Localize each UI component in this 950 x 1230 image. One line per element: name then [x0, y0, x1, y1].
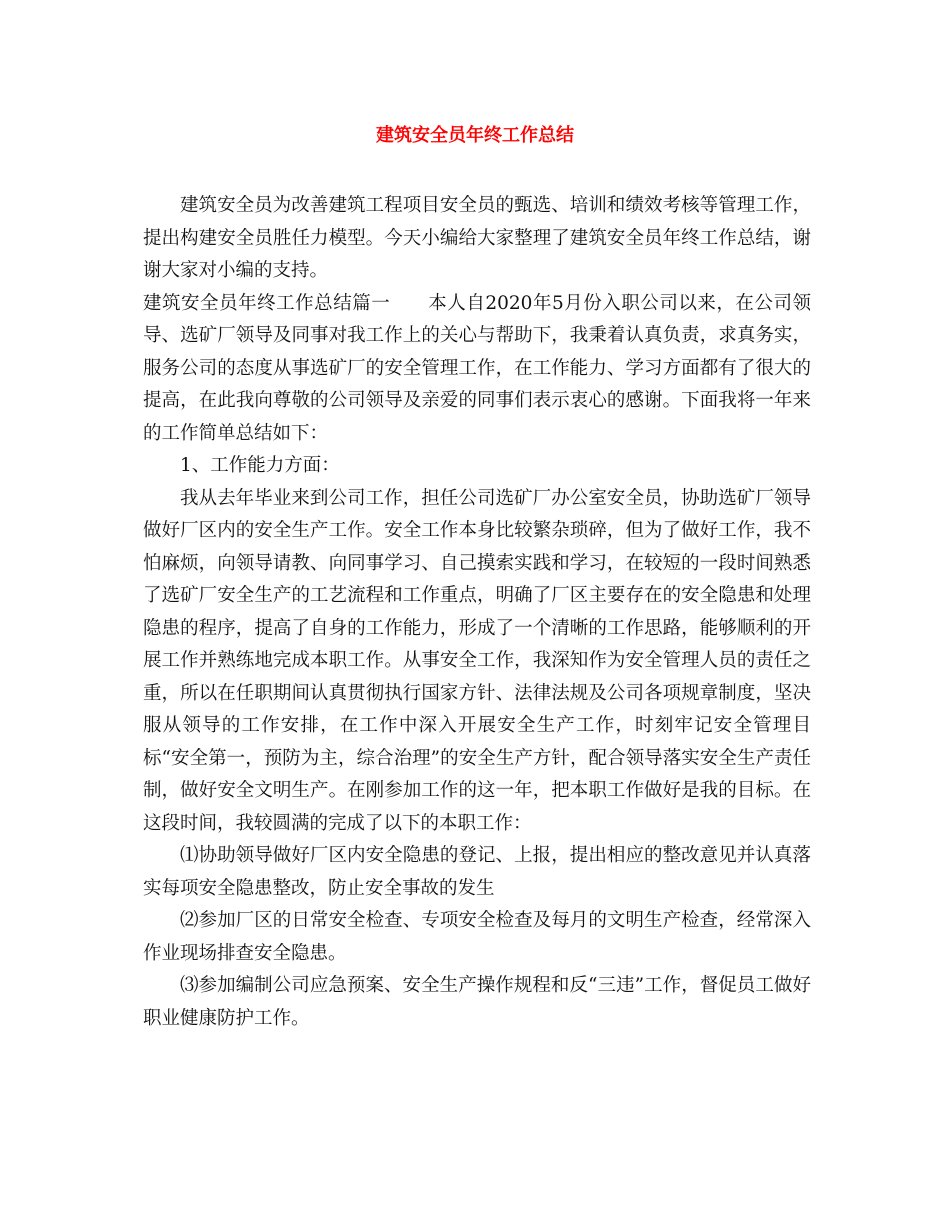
intro-paragraph: 建筑安全员为改善建筑工程项目安全员的甄选、培训和绩效考核等管理工作，提出构建安全员胜任力模型。今天小编给大家整理了建筑安全员年终工作总结，谢谢大家对小编的支持。 — [143, 195, 811, 281]
document-body — [143, 190, 811, 1035]
list-item-3: ⑶参加编制公司应急预案、安全生产操作规程和反“三违”工作，督促员工做好职业健康防护工作。 — [143, 975, 811, 1029]
work-ability-paragraph: 我从去年毕业来到公司工作，担任公司选矿厂办公室安全员，协助选矿厂领导做好厂区内的安全生产工作。安全工作本身比较繁杂琐碎，但为了做好工作，我不怕麻烦，向领导请教、向同事学习、自己摸索实践和学习，在较短的一段时间熟悉了选矿厂安全生产的工艺流程和工作重点，明确了厂区主要存在的安全隐患和处理隐患的程序，提高了自身的工作能力，形成了一个清晰的工作思路，能够顺利的开展工作并熟练地完成本职工作。从事安全工作，我深知作为安全管理人员的责任之重，所以在任职期间认真贯彻执行国家方针、法律法规及公司各项规章制度，坚决服从领导的工作安排，在工作中深入开展安全生产工作，时刻牢记安全管理目标“安全第一，预防为主，综合治理”的安全生产方针，配合领导落实安全生产责任制，做好安全文明生产。在刚参加工作的这一年，把本职工作做好是我的目标。在这段时间，我较圆满的完成了以下的本职工作： — [143, 487, 811, 834]
subheading-work-ability: 1、工作能力方面： — [180, 455, 340, 476]
list-item-2: ⑵参加厂区的日常安全检查、专项安全检查及每月的文明生产检查，经常深入作业现场排查安全隐患。 — [143, 910, 811, 964]
section-one-paragraph: 建筑安全员年终工作总结篇一 本人自2020年5月份入职公司以来，在公司领导、选矿厂领导及同事对我工作上的关心与帮助下，我秉着认真负责，求真务实，服务公司的态度从事选矿厂的安全管理工作，在工作能力、学习方面都有了很大的提高，在此我向尊敬的公司领导及亲爱的同事们表示衷心的感谢。下面我将一年来的工作简单总结如下： — [143, 292, 811, 444]
document-title: 建筑安全员年终工作总结 — [376, 125, 574, 146]
list-item-1: ⑴协助领导做好厂区内安全隐患的登记、上报，提出相应的整改意见并认真落实每项安全隐患整改，防止安全事故的发生 — [143, 845, 811, 899]
